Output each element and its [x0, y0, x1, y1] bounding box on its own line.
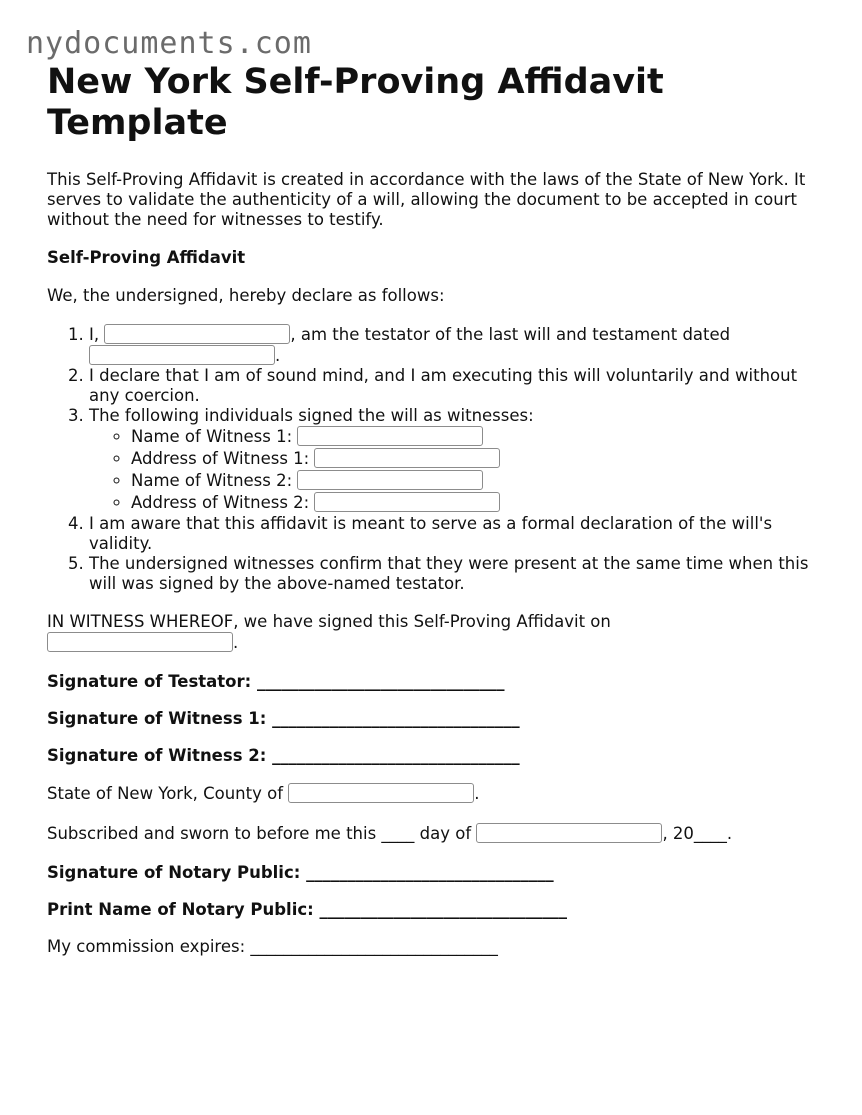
declaration-line: We, the undersigned, hereby declare as follows:: [47, 286, 445, 305]
list-item-awareness: 4. I am aware that this affidavit is meant to serve as a formal declaration of the will's validity.: [89, 514, 827, 554]
witness2-name-field[interactable]: [297, 470, 483, 490]
witness-fields-list: [89, 426, 827, 514]
county-label: State of New York, County of: [47, 784, 284, 803]
witness-whereof-text: IN WITNESS WHEREOF, we have signed this Self-Proving Affidavit on: [47, 612, 611, 631]
will-date-field[interactable]: [89, 345, 275, 365]
site-watermark: nydocuments.com: [26, 26, 312, 61]
list-item-witness-confirmation: 5. The undersigned witnesses confirm that they were present at the same time when this will was signed by the above-named testator.: [89, 554, 827, 594]
item1-period: .: [275, 346, 281, 365]
witness1-name-item: [131, 426, 827, 448]
testator-name-field[interactable]: [104, 324, 290, 344]
intro-paragraph: This Self-Proving Affidavit is created in accordance with the laws of the State of New York. It serves to validate the authenticity of a will, allowing the document to be accepted in court without the need for witnesses to testify.: [47, 170, 806, 229]
witness1-signature-line: Signature of Witness 1: ______________________________: [47, 709, 520, 728]
list-item-sound-mind: 2. I declare that I am of sound mind, and I am executing this will voluntarily and without any coercion.: [89, 366, 827, 406]
witness1-address-label: Address of Witness 1:: [131, 449, 310, 468]
county-field[interactable]: [288, 783, 474, 803]
witness2-address-item: [131, 492, 827, 514]
commission-expires-line: My commission expires: ______________________________: [47, 937, 498, 956]
affidavit-document: [47, 62, 827, 957]
sworn-year-text: , 20____.: [662, 824, 733, 843]
notary-signature-line: Signature of Notary Public: ______________________________: [47, 863, 554, 882]
signing-date-field[interactable]: [47, 632, 233, 652]
section-heading: Self-Proving Affidavit: [47, 248, 246, 267]
county-period: .: [474, 784, 480, 803]
declaration-list: [47, 324, 827, 594]
witness-whereof: [47, 612, 827, 653]
witness2-address-field[interactable]: [314, 492, 500, 512]
list-item-witnesses: [89, 406, 827, 514]
county-line: [47, 783, 827, 804]
witness1-name-label: Name of Witness 1:: [131, 427, 293, 446]
witness2-name-label: Name of Witness 2:: [131, 471, 293, 490]
witness2-signature-line: Signature of Witness 2: ______________________________: [47, 746, 520, 765]
testator-prefix: I,: [89, 325, 100, 344]
sworn-line: [47, 823, 827, 844]
witnesses-text: The following individuals signed the will as witnesses:: [89, 406, 534, 425]
testator-signature-line: Signature of Testator: ______________________________: [47, 672, 505, 691]
page-title: New York Self-Proving Affidavit Template: [47, 62, 664, 143]
list-item-testator: [89, 324, 827, 366]
witness2-name-item: [131, 470, 827, 492]
witness1-address-field[interactable]: [314, 448, 500, 468]
witness1-name-field[interactable]: [297, 426, 483, 446]
notary-print-name-line: Print Name of Notary Public: ______________________________: [47, 900, 567, 919]
witness2-address-label: Address of Witness 2:: [131, 493, 310, 512]
testator-text: , am the testator of the last will and testament dated: [290, 325, 731, 344]
sworn-month-field[interactable]: [476, 823, 662, 843]
witness-whereof-period: .: [233, 633, 239, 652]
witness1-address-item: [131, 448, 827, 470]
sworn-label: Subscribed and sworn to before me this ____ day of: [47, 824, 472, 843]
